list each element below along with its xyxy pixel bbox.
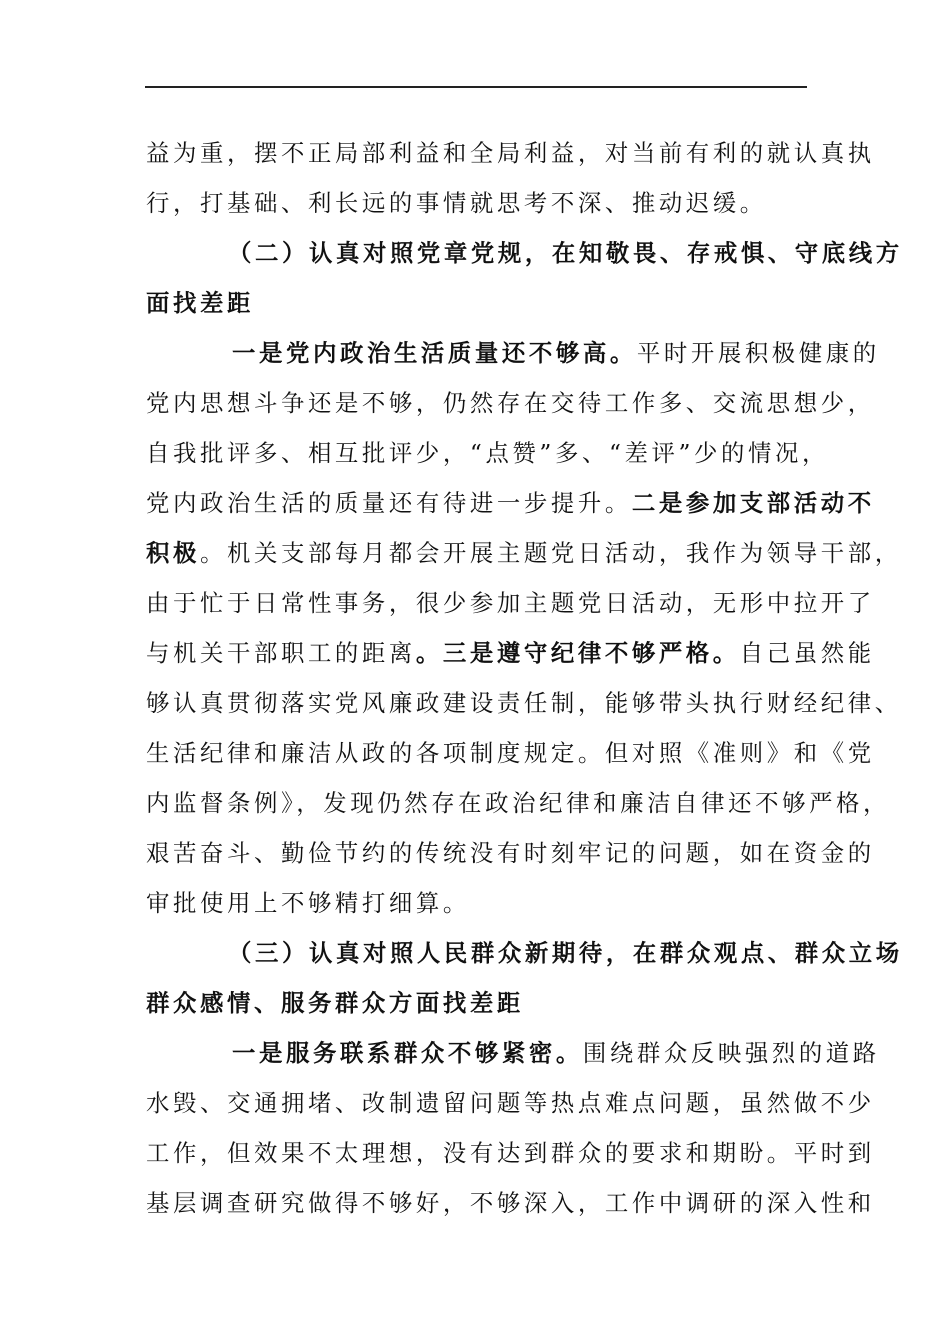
text-run: 水毁、交通拥堵、改制遗留问题等热点难点问题，虽然做不少 (146, 1089, 875, 1117)
text-run: 艰苦奋斗、勤俭节约的传统没有时刻牢记的问题，如在资金的 (146, 839, 875, 867)
text-run: 基层调查研究做得不够好，不够深入，工作中调研的深入性和 (146, 1189, 875, 1217)
header-rule (145, 86, 807, 88)
heading-text: 群众感情、服务群众方面找差距 (146, 989, 524, 1017)
body-line (232, 1039, 880, 1067)
body-line (146, 639, 875, 667)
text-run: 。机关支部每月都会开展主题党日活动，我作为领导干部， (199, 539, 902, 567)
bold-run: 二是参加支部活动不 (631, 489, 875, 517)
body-line (146, 1189, 875, 1217)
body-line (146, 189, 767, 217)
body-line (146, 439, 830, 467)
body-line (146, 739, 875, 767)
bold-run: 。三是遵守纪律不够严格。 (415, 639, 740, 667)
text-run: 审批使用上不够精打细算。 (146, 889, 470, 917)
body-line (232, 339, 880, 367)
body-line (146, 139, 875, 167)
bold-run: 一是党内政治生活质量还不够高。 (232, 339, 637, 367)
section-heading (228, 939, 903, 967)
text-run: 围绕群众反映强烈的道路 (582, 1039, 880, 1067)
text-run: 生活纪律和廉洁从政的各项制度规定。但对照《准则》和《党 (146, 739, 875, 767)
text-run: 由于忙于日常性事务，很少参加主题党日活动，无形中拉开了 (146, 589, 875, 617)
text-run: 党内政治生活的质量还有待进一步提升。 (146, 489, 632, 517)
heading-text: 面找差距 (146, 289, 254, 317)
text-run: 益为重，摆不正局部利益和全局利益，对当前有利的就认真执 (146, 139, 875, 167)
body-line (146, 539, 902, 567)
heading-text: （二）认真对照党章党规，在知敬畏、存戒惧、守底线方 (228, 239, 903, 267)
text-run: 自己虽然能 (739, 639, 875, 667)
text-run: 党内思想斗争还是不够，仍然存在交待工作多、交流思想少， (146, 389, 875, 417)
body-line (146, 889, 470, 917)
text-run: 够认真贯彻落实党风廉政建设责任制，能够带头执行财经纪律、 (146, 689, 902, 717)
section-heading (146, 989, 524, 1017)
section-heading (146, 289, 254, 317)
body-line (146, 489, 875, 517)
body-line (146, 839, 875, 867)
text-run: 工作，但效果不太理想，没有达到群众的要求和期盼。平时到 (146, 1139, 875, 1167)
body-line (146, 1089, 875, 1117)
body-line (146, 1139, 875, 1167)
bold-run: 积极 (146, 539, 200, 567)
section-heading (228, 239, 903, 267)
bold-run: 一是服务联系群众不够紧密。 (232, 1039, 583, 1067)
text-run: 自我批评多、相互批评少，“点赞”多、“差评”少的情况， (146, 439, 830, 467)
text-run: 内监督条例》，发现仍然存在政治纪律和廉洁自律还不够严格， (146, 789, 891, 817)
text-run: 行，打基础、利长远的事情就思考不深、推动迟缓。 (146, 189, 767, 217)
body-line (146, 789, 891, 817)
text-run: 平时开展积极健康的 (636, 339, 880, 367)
heading-text: （三）认真对照人民群众新期待，在群众观点、群众立场 (228, 939, 903, 967)
body-line (146, 389, 875, 417)
body-line (146, 689, 902, 717)
text-run: 与机关干部职工的距离 (146, 639, 416, 667)
body-line (146, 589, 875, 617)
